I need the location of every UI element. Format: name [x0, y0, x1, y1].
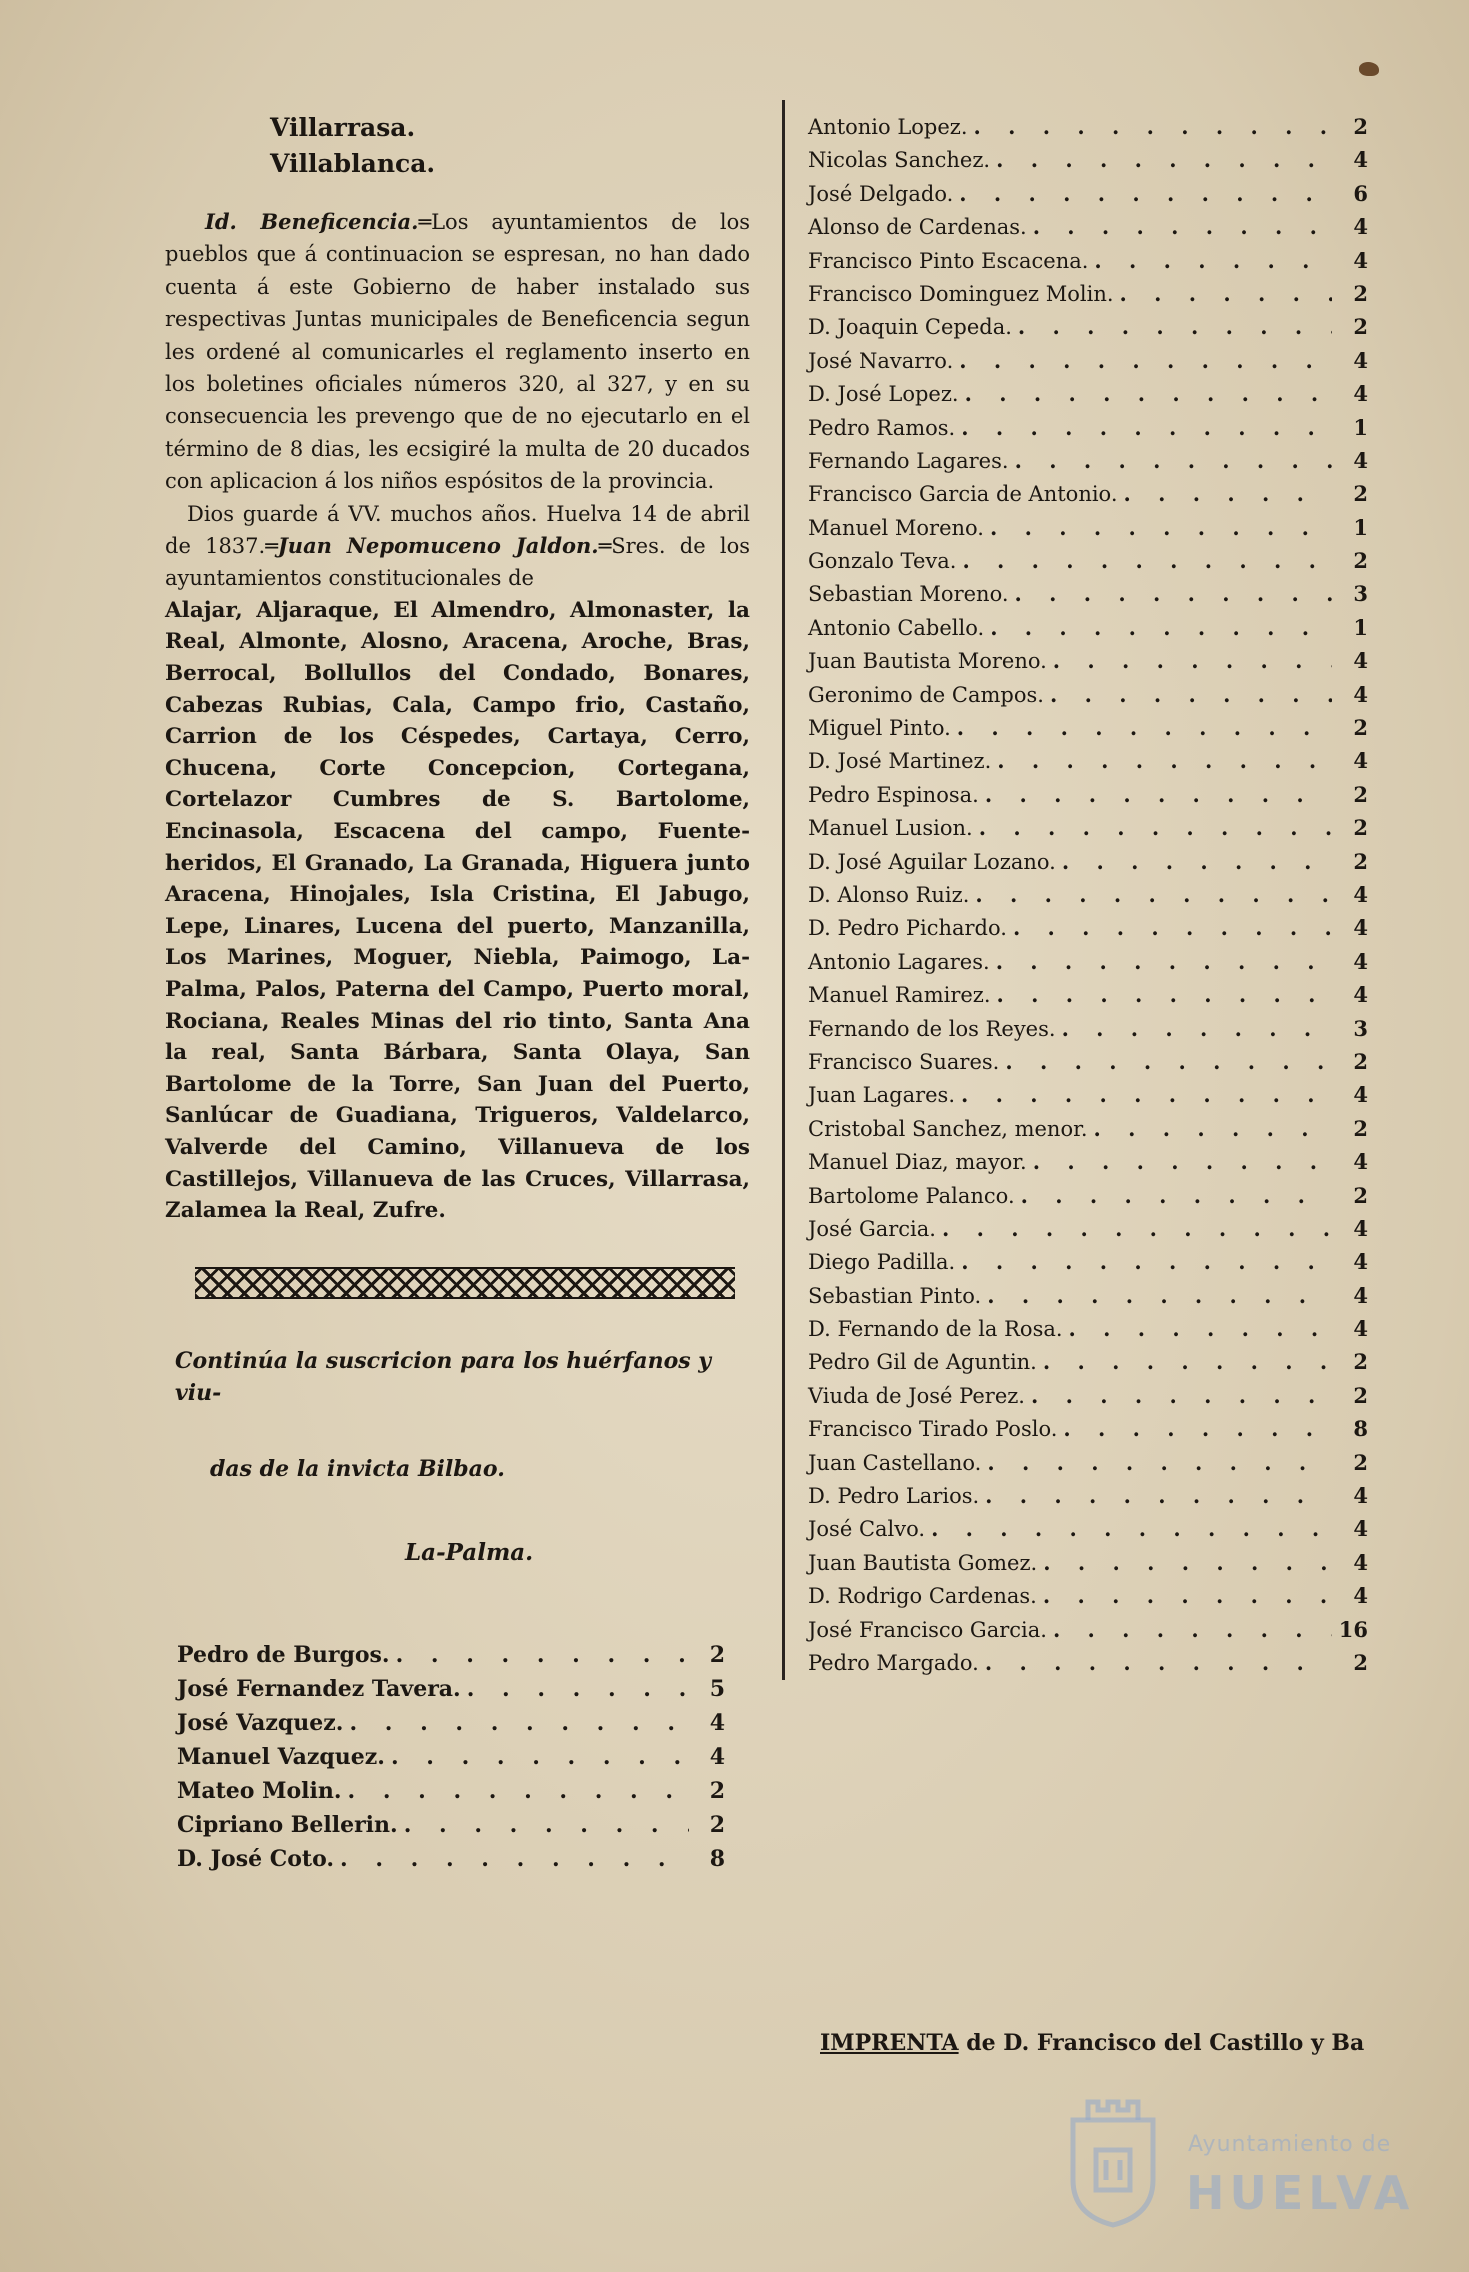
leader-dots — [1033, 1145, 1332, 1178]
donor-name: D. Pedro Larios. — [808, 1484, 980, 1509]
leader-dots — [985, 778, 1332, 811]
donor-row — [808, 744, 1368, 777]
donor-row — [808, 1078, 1368, 1111]
watermark-line-1: Ayuntamiento de — [1188, 2132, 1392, 2157]
donor-row — [808, 1579, 1368, 1612]
donor-amount: 2 — [709, 1777, 725, 1804]
archive-watermark — [1058, 2080, 1438, 2240]
donor-amount: 2 — [1353, 1182, 1368, 1208]
leader-dots — [404, 1808, 689, 1842]
donor-name: José Delgado. — [808, 181, 954, 206]
donor-row — [177, 1638, 725, 1672]
leader-dots — [1013, 911, 1332, 944]
donor-row — [177, 1740, 725, 1774]
donor-name: Geronimo de Campos. — [808, 682, 1044, 707]
leader-dots — [961, 1078, 1332, 1111]
donor-amount: 4 — [1353, 1316, 1368, 1342]
left-column — [165, 110, 750, 1876]
donor-name: D. Fernando de la Rosa. — [808, 1317, 1063, 1342]
leader-dots — [1053, 644, 1332, 677]
leader-dots — [987, 1279, 1332, 1312]
donor-name: Sebastian Pinto. — [808, 1283, 982, 1308]
subscription-title-1: Continúa la suscricion para los huérfanos y viu- — [175, 1347, 712, 1406]
donor-row — [808, 1646, 1368, 1679]
leader-dots — [997, 744, 1332, 777]
donor-name: Fernando de los Reyes. — [808, 1016, 1056, 1041]
donor-row — [808, 1312, 1368, 1345]
donor-name: Cristobal Sanchez, menor. — [808, 1116, 1088, 1141]
donor-name: Antonio Cabello. — [808, 615, 985, 640]
donor-name: Manuel Moreno. — [808, 515, 984, 540]
donor-name: Fernando Lagares. — [808, 448, 1009, 473]
donor-name: Viuda de José Perez. — [808, 1383, 1025, 1408]
donor-amount: 4 — [709, 1709, 725, 1736]
donor-name: Cipriano Bellerin. — [177, 1811, 398, 1838]
donor-row — [808, 1179, 1368, 1212]
leader-dots — [985, 1479, 1332, 1512]
donor-name: Manuel Ramirez. — [808, 983, 991, 1008]
donor-row — [808, 1045, 1368, 1078]
leader-dots — [1043, 1345, 1332, 1378]
donor-name: Pedro Ramos. — [808, 415, 956, 440]
donor-row — [808, 577, 1368, 610]
donor-amount: 3 — [1353, 1015, 1368, 1041]
leader-dots — [1094, 1112, 1332, 1145]
donor-name: Diego Padilla. — [808, 1250, 956, 1275]
donor-row — [808, 110, 1368, 143]
donor-amount: 4 — [1353, 982, 1368, 1008]
donor-amount: 1 — [1353, 414, 1368, 440]
leader-dots — [1094, 244, 1332, 277]
donor-row — [808, 1279, 1368, 1312]
donor-amount: 6 — [1353, 180, 1368, 206]
closing-text: Dios guarde á VV. muchos años. Huelva 14 de abril de 1837. — [165, 501, 750, 559]
donor-name: José Francisco Garcia. — [808, 1617, 1047, 1642]
donor-row — [808, 244, 1368, 277]
donor-row — [808, 644, 1368, 677]
leader-dots — [1005, 1045, 1332, 1078]
imprint-label: IMPRENTA — [820, 2030, 959, 2056]
donor-list-left — [177, 1638, 725, 1876]
donor-row — [808, 377, 1368, 410]
donor-name: D. José Martinez. — [808, 749, 992, 774]
leader-dots — [1043, 1546, 1332, 1579]
donor-amount: 2 — [1353, 781, 1368, 807]
donor-amount: 2 — [1353, 1115, 1368, 1141]
donor-row — [808, 1412, 1368, 1445]
addressee: Sres. de los ayuntamientos constitucionales de — [165, 534, 750, 591]
donor-name: D. Pedro Pichardo. — [808, 916, 1007, 941]
donor-row — [808, 1446, 1368, 1479]
donor-amount: 4 — [1353, 1549, 1368, 1575]
donor-name: D. José Lopez. — [808, 382, 959, 407]
beneficencia-notice: Id. Beneficencia.═Los ayuntamientos de los pueblos que á continuacion se espresan, no han dado cuenta á este Gobierno de haber instalado sus respectivas Juntas municipales de Beneficencia segun les ordené al comunicarles el reglamento inserto en los boletines oficiales números 320, al 327, y en su consecuencia les prevengo que de no ejecutarlo en el término de 8 dias, les ecsigiré la multa de 20 ducados con aplicacion á los niños espósitos de la provincia. — [165, 209, 750, 494]
leader-dots — [975, 878, 1332, 911]
donor-amount: 1 — [1353, 614, 1368, 640]
signature: Juan Nepomuceno Jaldon. — [277, 533, 599, 559]
donor-row — [808, 544, 1368, 577]
leader-dots — [959, 344, 1332, 377]
donor-row — [808, 277, 1368, 310]
donor-name: Manuel Vazquez. — [177, 1743, 385, 1770]
leader-dots — [962, 544, 1332, 577]
donor-name: Francisco Suares. — [808, 1049, 1000, 1074]
leader-dots — [996, 143, 1332, 176]
donor-list-right — [808, 110, 1368, 1679]
column-divider — [782, 100, 785, 1680]
donor-amount: 2 — [1353, 481, 1368, 507]
leader-dots — [961, 1245, 1332, 1278]
leader-dots — [987, 1446, 1332, 1479]
notice-lead: Id. Beneficencia. — [205, 209, 419, 234]
place-heading: La-Palma. — [405, 1538, 534, 1566]
donor-row — [808, 945, 1368, 978]
leader-dots — [1031, 1379, 1332, 1412]
donor-name: D. Rodrigo Cardenas. — [808, 1584, 1037, 1609]
leader-dots — [997, 978, 1332, 1011]
donor-amount: 1 — [1353, 514, 1368, 540]
notice-body: Los ayuntamientos de los pueblos que á continuacion se espresan, no han dado cuenta á este Gobierno de haber instalado sus respectivas Juntas municipales de Beneficencia segun les ordené al comunicarles el reglamento inserto en los boletines oficiales números 320, al 327, y en su consecuencia les prevengo que de no ejecutarlo en el término de 8 dias, les ecsigiré la multa de 20 ducados con aplicacion á los niños espósitos de la provincia. — [165, 210, 750, 494]
right-column — [808, 110, 1368, 1679]
donor-amount: 4 — [1353, 881, 1368, 907]
subscription-title-2: das de la invicta Bilbao. — [210, 1455, 505, 1482]
donor-row — [808, 678, 1368, 711]
leader-dots — [1033, 210, 1332, 243]
donor-amount: 4 — [1353, 1215, 1368, 1241]
donor-name: Manuel Diaz, mayor. — [808, 1150, 1027, 1175]
leader-dots — [1069, 1312, 1332, 1345]
crest-icon — [1058, 2080, 1168, 2230]
donor-row — [808, 911, 1368, 944]
leader-dots — [996, 945, 1332, 978]
donor-row — [808, 778, 1368, 811]
donor-row — [808, 177, 1368, 210]
donor-row — [177, 1808, 725, 1842]
donor-amount: 2 — [1353, 848, 1368, 874]
donor-name: Antonio Lagares. — [808, 949, 990, 974]
donor-amount: 2 — [1353, 1449, 1368, 1475]
donor-amount: 4 — [1353, 347, 1368, 373]
donor-amount: 4 — [1353, 681, 1368, 707]
donor-amount: 5 — [709, 1675, 725, 1702]
donor-row — [808, 878, 1368, 911]
donor-name: D. José Aguilar Lozano. — [808, 849, 1056, 874]
donor-amount: 4 — [709, 1743, 725, 1770]
donor-row — [808, 210, 1368, 243]
donor-amount: 2 — [1353, 1382, 1368, 1408]
donor-amount: 2 — [1353, 314, 1368, 340]
donor-row — [808, 1345, 1368, 1378]
leader-dots — [942, 1212, 1332, 1245]
donor-row — [808, 845, 1368, 878]
leader-dots — [1015, 577, 1332, 610]
donor-amount: 4 — [1353, 648, 1368, 674]
donor-row — [808, 611, 1368, 644]
donor-name: Bartolome Palanco. — [808, 1183, 1015, 1208]
donor-row — [808, 1379, 1368, 1412]
donor-name: Antonio Lopez. — [808, 115, 968, 139]
donor-amount: 4 — [1353, 447, 1368, 473]
watermark-line-2: HUELVA — [1186, 2166, 1415, 2220]
donor-row — [808, 978, 1368, 1011]
leader-dots — [965, 377, 1332, 410]
leader-dots — [931, 1512, 1332, 1545]
donor-amount: 4 — [1353, 247, 1368, 273]
ink-blot — [1359, 62, 1379, 76]
donor-row — [808, 1546, 1368, 1579]
donor-name: Alonso de Cardenas. — [808, 215, 1027, 240]
donor-name: Pedro Espinosa. — [808, 782, 979, 807]
donor-row — [808, 1613, 1368, 1646]
leader-dots — [1050, 678, 1332, 711]
donor-name: José Fernandez Tavera. — [177, 1675, 461, 1702]
donor-name: Gonzalo Teva. — [808, 549, 957, 574]
donor-amount: 4 — [1353, 1282, 1368, 1308]
donor-name: Juan Bautista Gomez. — [808, 1550, 1038, 1575]
donor-name: D. José Coto. — [177, 1845, 335, 1872]
donor-row — [808, 344, 1368, 377]
leader-dots — [990, 611, 1332, 644]
donor-amount: 4 — [1353, 381, 1368, 407]
donor-amount: 2 — [1353, 1048, 1368, 1074]
donor-name: Pedro Gil de Aguntin. — [808, 1350, 1037, 1375]
donor-row — [808, 1145, 1368, 1178]
leader-dots — [349, 1706, 689, 1740]
donor-row — [808, 411, 1368, 444]
donor-amount: 3 — [1353, 581, 1368, 607]
imprint-text: de D. Francisco del Castillo y Ba — [966, 2030, 1365, 2056]
leader-dots — [467, 1672, 689, 1706]
donor-amount: 2 — [709, 1811, 725, 1838]
leader-dots — [1062, 845, 1332, 878]
donor-row — [177, 1672, 725, 1706]
leader-dots — [1021, 1179, 1332, 1212]
leader-dots — [1124, 477, 1332, 510]
donor-row — [177, 1774, 725, 1808]
leader-dots — [1018, 310, 1332, 343]
heading-villablanca: Villablanca. — [270, 149, 436, 178]
donor-name: Pedro Margado. — [808, 1650, 979, 1675]
donor-name: José Garcia. — [808, 1216, 936, 1241]
donor-row — [808, 511, 1368, 544]
donor-name: José Vazquez. — [177, 1709, 344, 1736]
donor-amount: 2 — [709, 1641, 725, 1668]
donor-amount: 2 — [1353, 280, 1368, 306]
donor-row — [177, 1842, 725, 1876]
donor-name: D. Joaquin Cepeda. — [808, 315, 1012, 340]
donor-name: Sebastian Moreno. — [808, 582, 1009, 607]
donor-amount: 2 — [1353, 1649, 1368, 1675]
leader-dots — [1062, 1012, 1332, 1045]
donor-amount: 4 — [1353, 748, 1368, 774]
donor-name: D. Alonso Ruiz. — [808, 882, 970, 907]
donor-amount: 4 — [1353, 214, 1368, 240]
donor-amount: 4 — [1353, 1583, 1368, 1609]
donor-name: Pedro de Burgos. — [177, 1641, 390, 1668]
heading-villarrasa: Villarrasa. — [270, 113, 416, 142]
leader-dots — [1015, 444, 1332, 477]
leader-dots — [1043, 1579, 1332, 1612]
leader-dots — [985, 1646, 1332, 1679]
donor-amount: 4 — [1353, 1249, 1368, 1275]
donor-amount: 4 — [1353, 1483, 1368, 1509]
decorative-rule — [195, 1267, 735, 1299]
leader-dots — [396, 1638, 689, 1672]
towns-list: Alajar, Aljaraque, El Almendro, Almonaster, la Real, Almonte, Alosno, Aracena, Aroche, Bras, Berrocal, Bollullos del Condado, Bonares, Cabezas Rubias, Cala, Campo frio, Castaño, Carrion de los Céspedes, Cartaya, Cerro, Chucena, Corte Concepcion, Cortegana, Cortelazor Cumbres de S. Bartolome, Encinasola, Escacena del campo, Fuente-heridos, El Granado, La Granada, Higuera junto Aracena, Hinojales, Isla Cristina, El Jabugo, Lepe, Linares, Lucena del puerto, Manzanilla, Los Marines, Moguer, Niebla, Paimogo, La-Palma, Palos, Paterna del Campo, Puerto moral, Rociana, Reales Minas del rio tinto, Santa Ana la real, Santa Bárbara, Santa Olaya, San Bartolome de la Torre, San Juan del Puerto, Sanlúcar de Guadiana, Trigueros, Valdelarco, Valverde del Camino, Villanueva de los Castillejos, Villanueva de las Cruces, Villarrasa, Zalamea la Real, Zufre. — [165, 597, 750, 1224]
leader-dots — [340, 1842, 689, 1876]
donor-amount: 8 — [709, 1845, 725, 1872]
donor-row — [808, 444, 1368, 477]
leader-dots — [974, 110, 1332, 143]
leader-dots — [961, 411, 1332, 444]
donor-name: Francisco Dominguez Molin. — [808, 281, 1114, 306]
donor-row — [808, 1112, 1368, 1145]
donor-amount: 2 — [1353, 715, 1368, 741]
donor-row — [177, 1706, 725, 1740]
donor-row — [808, 310, 1368, 343]
donor-name: Francisco Garcia de Antonio. — [808, 482, 1118, 507]
donor-name: Miguel Pinto. — [808, 716, 951, 741]
donor-amount: 4 — [1353, 1516, 1368, 1542]
donor-amount: 4 — [1353, 1082, 1368, 1108]
leader-dots — [979, 811, 1332, 844]
donor-name: Mateo Molin. — [177, 1777, 342, 1804]
donor-amount: 8 — [1353, 1416, 1368, 1442]
printer-imprint — [820, 2030, 1440, 2056]
donor-amount: 16 — [1338, 1616, 1368, 1642]
donor-name: Francisco Pinto Escacena. — [808, 248, 1089, 273]
leader-dots — [1063, 1412, 1332, 1445]
leader-dots — [959, 177, 1332, 210]
donor-amount: 4 — [1353, 147, 1368, 173]
donor-row — [808, 143, 1368, 176]
donor-amount: 2 — [1353, 114, 1368, 139]
donor-name: Nicolas Sanchez. — [808, 148, 991, 173]
donor-row — [808, 1012, 1368, 1045]
donor-name: José Calvo. — [808, 1517, 926, 1542]
notice-closing: Dios guarde á VV. muchos años. Huelva 14 de abril de 1837.═Juan Nepomuceno Jaldon.═Sres. de los ayuntamientos constitucionales de — [165, 501, 750, 591]
donor-amount: 4 — [1353, 948, 1368, 974]
donor-row — [808, 477, 1368, 510]
donor-name: Juan Lagares. — [808, 1083, 956, 1108]
donor-amount: 4 — [1353, 915, 1368, 941]
donor-amount: 2 — [1353, 815, 1368, 841]
donor-amount: 2 — [1353, 548, 1368, 574]
donor-row — [808, 811, 1368, 844]
donor-amount: 2 — [1353, 1349, 1368, 1375]
donor-amount: 4 — [1353, 1149, 1368, 1175]
leader-dots — [990, 511, 1332, 544]
donor-name: Francisco Tirado Poslo. — [808, 1417, 1058, 1442]
donor-name: Juan Bautista Moreno. — [808, 649, 1047, 674]
donor-row — [808, 1479, 1368, 1512]
donor-row — [808, 1212, 1368, 1245]
donor-name: José Navarro. — [808, 348, 954, 373]
donor-name: Manuel Lusion. — [808, 816, 973, 841]
donor-row — [808, 711, 1368, 744]
leader-dots — [1053, 1613, 1332, 1646]
leader-dots — [391, 1740, 689, 1774]
donor-row — [808, 1512, 1368, 1545]
leader-dots — [348, 1774, 690, 1808]
leader-dots — [1120, 277, 1332, 310]
leader-dots — [957, 711, 1332, 744]
donor-row — [808, 1245, 1368, 1278]
donor-name: Juan Castellano. — [808, 1450, 982, 1475]
